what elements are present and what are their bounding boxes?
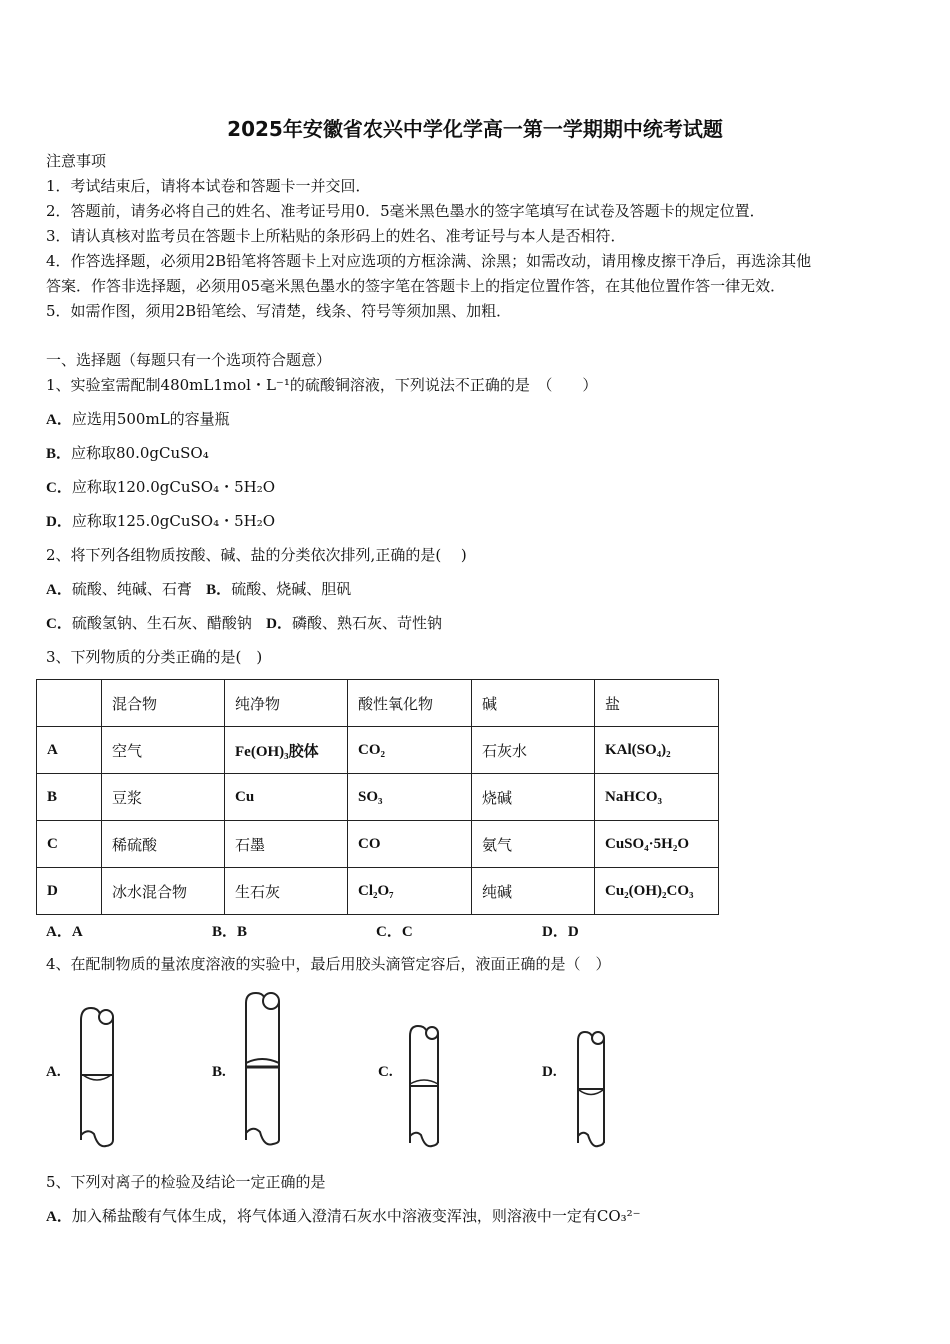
question-4-stem: 4、在配制物质的量浓度溶液的实验中，最后用胶头滴管定容后，液面正确的是（ ） [46,955,611,973]
notice-item: 3．请认真核对监考员在答题卡上所粘贴的条形码上的姓名、准考证号与本人是否相符． [46,227,626,245]
q1-option-d [46,511,275,532]
table-cell: 稀硫酸 [102,821,225,868]
q3-answer-a: A．A [46,924,83,940]
volumetric-neck-a-icon [76,1000,120,1150]
option-text: 应称取120.0gCuSO₄・5H₂O [71,478,276,496]
q1-option-b [46,443,209,464]
table-cell: D [37,868,102,915]
option-text: 磷酸、熟石灰、苛性钠 [292,614,443,632]
table-row [37,774,719,821]
q5-option-a [46,1206,641,1227]
table-cell: 冰水混合物 [102,868,225,915]
volumetric-neck-c-icon [405,1018,447,1150]
question-1-stem: 1、实验室需配制480mL1mol・L⁻¹的硫酸铜溶液，下列说法不正确的是 （ ） [46,376,598,394]
q4-label-d: D. [542,1064,557,1080]
option-key: A． [46,1209,72,1225]
option-key: C． [46,480,72,496]
table-cell: CO₂ [348,727,472,774]
option-text: 硫酸氢钠、生石灰、醋酸钠 [71,614,252,632]
table-cell: Cl₂O₇ [348,868,472,915]
table-cell: A [37,727,102,774]
table-cell: CuSO₄·5H₂O [595,821,719,868]
table-cell: 石灰水 [472,727,595,774]
table-header: 碱 [472,680,595,727]
option-key: A． [46,582,72,598]
table-cell: 石墨 [225,821,348,868]
question-3-stem: 3、下列物质的分类正确的是( ) [46,648,263,666]
q1-option-a [46,409,230,430]
table-cell: 空气 [102,727,225,774]
page-title: 2025年安徽省农兴中学化学高一第一学期期中统考试题 [227,117,723,141]
option-key: D． [266,616,293,632]
table-header-row [37,680,719,727]
table-header: 混合物 [102,680,225,727]
option-text: 应称取80.0gCuSO₄ [71,444,209,462]
table-row [37,868,719,915]
volumetric-neck-b-icon [240,985,288,1150]
option-text: 硫酸、烧碱、胆矾 [231,580,352,598]
q3-answer-c: C．C [376,924,413,940]
volumetric-neck-d-icon [573,1025,613,1150]
option-key: B． [46,446,72,462]
q3-answer-b: B．B [212,924,248,940]
table-cell: 纯碱 [472,868,595,915]
table-cell: Cu₂(OH)₂CO₃ [595,868,719,915]
table-cell: Cu [225,774,348,821]
option-text: 硫酸、纯碱、石膏 [71,580,192,598]
table-cell: KAl(SO₄)₂ [595,727,719,774]
notice-item: 1．考试结束后，请将本试卷和答题卡一并交回． [46,177,371,195]
table-cell: NaHCO₃ [595,774,719,821]
q2-options-ab [46,579,351,600]
option-key: C． [46,616,72,632]
table-cell: C [37,821,102,868]
question-5-stem: 5、下列对离子的检验及结论一定正确的是 [46,1173,326,1191]
q4-label-a: A. [46,1064,61,1080]
notice-heading: 注意事项 [46,152,107,170]
table-cell: SO₃ [348,774,472,821]
table-header: 盐 [595,680,719,727]
option-key: A． [46,412,72,428]
notice-item: 5．如需作图，须用2B铅笔绘、写清楚，线条、符号等须加黑、加粗． [46,302,512,320]
table-cell: B [37,774,102,821]
question-2-stem: 2、将下列各组物质按酸、碱、盐的分类依次排列,正确的是( ) [46,546,467,564]
table-header: 纯净物 [225,680,348,727]
table-cell: 烧碱 [472,774,595,821]
table-cell: 豆浆 [102,774,225,821]
option-text: 应选用500mL的容量瓶 [71,410,230,428]
table-cell: 生石灰 [225,868,348,915]
classification-table [36,679,719,915]
q2-options-cd [46,613,442,634]
table-row [37,727,719,774]
table-row [37,821,719,868]
option-text: 加入稀盐酸有气体生成，将气体通入澄清石灰水中溶液变浑浊，则溶液中一定有CO₃²⁻ [71,1207,641,1225]
table-header: 酸性氧化物 [348,680,472,727]
table-cell: Fe(OH)₃胶体 [225,727,348,774]
section-heading: 一、选择题（每题只有一个选项符合题意） [46,351,332,369]
q1-option-c [46,477,275,498]
q3-answer-d: D．D [542,924,579,940]
notice-item: 4．作答选择题，必须用2B铅笔将答题卡上对应选项的方框涂满、涂黑；如需改动，请用橡皮擦干净后，再选涂其他 [46,252,812,270]
q4-label-b: B. [212,1064,226,1080]
notice-item: 答案．作答非选择题，必须用05毫米黑色墨水的签字笔在答题卡上的指定位置作答，在其他位置作答一律无效． [46,277,786,295]
option-key: D． [46,514,72,530]
q4-label-c: C. [378,1064,393,1080]
option-key: B． [206,582,232,598]
notice-item: 2．答题前，请务必将自己的姓名、准考证号用0．5毫米黑色墨水的签字笔填写在试卷及答题卡的规定位置． [46,202,765,220]
table-cell: 氨气 [472,821,595,868]
table-cell: CO [348,821,472,868]
option-text: 应称取125.0gCuSO₄・5H₂O [71,512,276,530]
table-header [37,680,102,727]
